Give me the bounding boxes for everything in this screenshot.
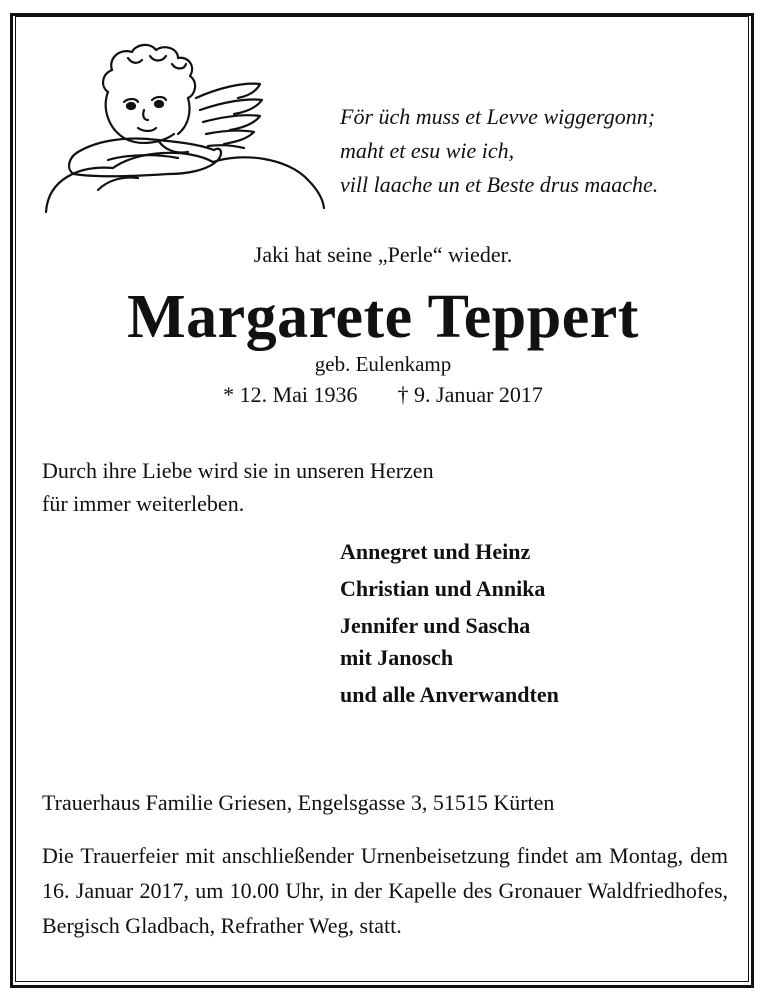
mourning-house-address: Trauerhaus Familie Griesen, Engelsgasse 3, 51515 Kürten: [42, 790, 555, 815]
intro-line: Jaki hat seine „Perle“ wieder.: [253, 242, 513, 267]
family-line: Annegret und Heinz: [340, 539, 531, 564]
family-line: Jennifer und Sascha: [340, 613, 531, 638]
family-list: [340, 536, 559, 716]
deceased-name: Margarete Teppert: [127, 283, 639, 351]
family-item: [340, 679, 559, 711]
family-line: mit Janosch: [340, 645, 454, 670]
birth-date: * 12. Mai 1936: [223, 382, 358, 407]
family-item: [340, 536, 559, 568]
life-dates: [0, 382, 766, 408]
family-item: [340, 573, 559, 605]
poem-line: För üch muss et Levve wiggergonn;: [340, 104, 656, 129]
quote-line: Durch ihre Liebe wird sie in unseren Herzen: [42, 458, 434, 483]
family-line: Christian und Annika: [340, 576, 546, 601]
ceremony-details: Die Trauerfeier mit anschließender Urnenbeisetzung findet am Montag, dem 16. Januar 2017, um 10.00 Uhr, in der Kapelle des Gronauer Waldfriedhofes, Bergisch Gladbach, Refrather Weg, statt.: [42, 843, 728, 938]
death-date: † 9. Januar 2017: [397, 382, 543, 407]
angel-illustration: [38, 40, 328, 218]
family-item: [340, 610, 559, 674]
poem-line: maht et esu wie ich,: [340, 138, 515, 163]
poem: [340, 100, 730, 202]
family-line: und alle Anverwandten: [340, 682, 559, 707]
birth-name: geb. Eulenkamp: [314, 352, 452, 376]
quote-line: für immer weiterleben.: [42, 491, 245, 516]
poem-line: vill laache un et Beste drus maache.: [340, 172, 659, 197]
memorial-quote: [42, 454, 542, 520]
